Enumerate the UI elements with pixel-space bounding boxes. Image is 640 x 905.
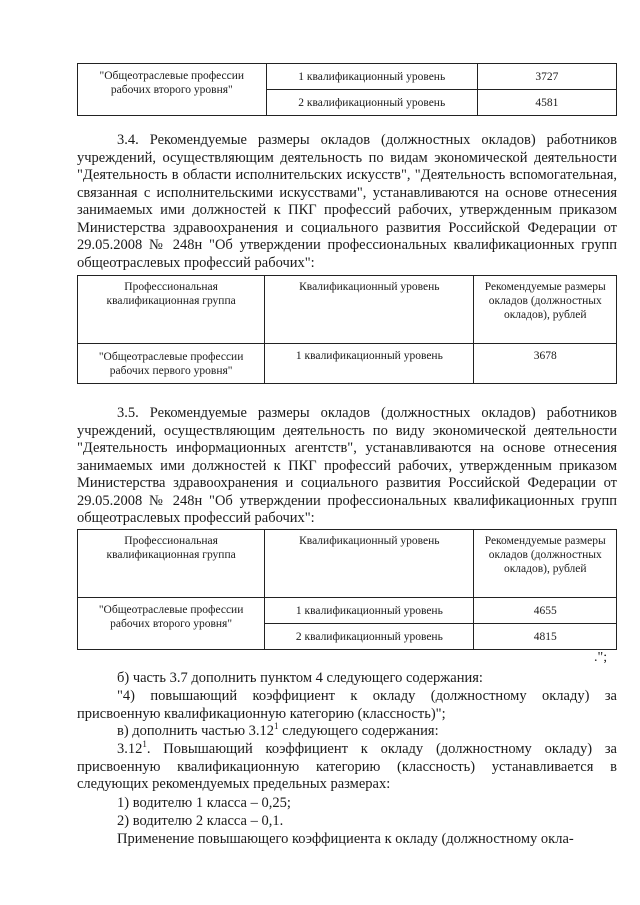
level-cell: 1 квалификационный уровень: [266, 64, 477, 90]
group-cell: "Общеотраслевые профессии рабочих второго уровня": [78, 64, 267, 116]
group-cell: "Общеотраслевые профессии рабочих первого уровня": [78, 344, 265, 384]
level-cell: 1 квалификационный уровень: [265, 344, 474, 384]
level-cell: 1 квалификационный уровень: [265, 598, 474, 624]
salary-cell: 4655: [474, 598, 617, 624]
header-level: Квалификационный уровень: [265, 276, 474, 344]
salary-cell: 3727: [477, 64, 616, 90]
salary-table-1: [77, 63, 617, 116]
driver-class-1: 1) водителю 1 класса – 0,25;: [117, 795, 291, 811]
level-cell: 2 квалификационный уровень: [265, 624, 474, 650]
header-salary: Рекомендуемые размеры окладов (должностных окладов), рублей: [474, 276, 617, 344]
header-salary: Рекомендуемые размеры окладов (должностных окладов), рублей: [474, 530, 617, 598]
salary-cell: 3678: [474, 344, 617, 384]
group-cell: "Общеотраслевые профессии рабочих второго уровня": [78, 598, 265, 650]
item-v: в) дополнить частью 3.12$^1$ следующего содержания:: [117, 721, 439, 739]
item-b: б) часть 3.7 дополнить пунктом 4 следующего содержания:: [117, 670, 483, 686]
salary-table-3: [77, 529, 617, 650]
salary-cell: 4581: [477, 90, 616, 116]
driver-class-2: 2) водителю 2 класса – 0,1.: [117, 813, 284, 829]
salary-cell: 4815: [474, 624, 617, 650]
paragraph-3-4: 3.4. Рекомендуемые размеры окладов (должностных окладов) работников учреждений, осуществляющим деятельность по видам экономической деятельности "Деятельность в области исполнительских искусств", "Деятельность вспомогательная, связанная с исполнительскими искусствами", устанавливаются на основе отнесения занимаемых ими должностей к ПКГ профессий рабочих, утвержденным приказом Министерства здравоохранения и социального развития Российской Федерации от 29.05.2008 № 248н "Об утверждении профессиональных квалификационных групп общеотраслевых профессий рабочих":: [77, 132, 617, 271]
last-line: Применение повышающего коэффициента к окладу (должностному окла-: [117, 831, 574, 847]
salary-table-2: [77, 275, 617, 384]
item-b-quote: "4) повышающий коэффициент к окладу (должностному окладу) за присвоенную квалификационную категорию (классность)";: [77, 688, 617, 722]
paragraph-3-12-1: 3.12$^1$. Повышающий коэффициент к окладу (должностному окладу) за присвоенную квалификационную категорию (классность) устанавливается в следующих рекомендуемых предельных размерах:: [77, 739, 617, 792]
header-level: Квалификационный уровень: [265, 530, 474, 598]
level-cell: 2 квалификационный уровень: [266, 90, 477, 116]
header-group: Профессиональная квалификационная группа: [78, 276, 265, 344]
closing-quote: .";: [594, 650, 608, 665]
header-group: Профессиональная квалификационная группа: [78, 530, 265, 598]
paragraph-3-5: 3.5. Рекомендуемые размеры окладов (должностных окладов) работников учреждений, осуществляющим деятельность по виду экономической деятельности "Деятельность информационных агентств", устанавливаются на основе отнесения занимаемых ими должностей к ПКГ профессий рабочих, утвержденным приказом Министерства здравоохранения и социального развития Российской Федерации от 29.05.2008 № 248н "Об утверждении профессиональных квалификационных групп общеотраслевых профессий рабочих":: [77, 405, 617, 526]
